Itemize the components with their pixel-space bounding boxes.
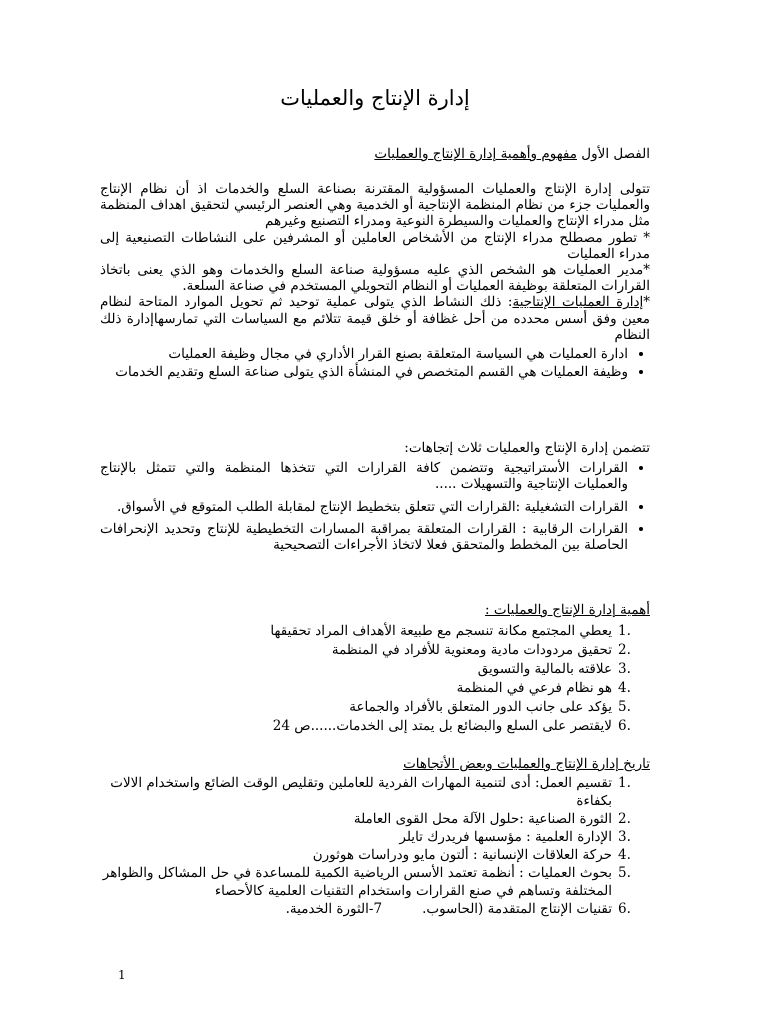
list-item-extra: 7-الثورة الخدمية. [285, 901, 383, 917]
chapter-subject: مفهوم وأهمية إدارة الإنتاج والعمليات [374, 146, 577, 162]
importance-heading: أهمية إدارة الإنتاج والعمليات : [485, 602, 650, 618]
list-item: • وظيفة العمليات هي القسم المتخصص في المنشأة الذي يتولى صناعة السلع وتقديم الخدمات [100, 364, 628, 380]
intro-paragraph: تتولى إدارة الإنتاج والعمليات المسؤولية المقترنة بصناعة السلع والخدمات اذ أن نظام الإنتاج والعمليات جزء من نظام المنظمة الإنتاجية أو الخدمية وهي العنصر الرئيسي لتحقيق اهداف المنظمة مثل مدراء الإنتاج والعمليات والسيطرة النوعية ومدراء التصنيع وغيرهم [100, 181, 650, 230]
intro-paragraph: *مدير العمليات هو الشخص الذي عليه مسؤولية صناعة السلع والخدمات وهو الذي يعنى باتخاذ القرارات المتعلقة بوظيفة العمليات أو النظام التحويلي المستخدم في صناعة السلعة. [100, 262, 650, 295]
list-item: 6. تقنيات الإنتاج المتقدمة (الحاسوب.7-الثورة الخدمية. [285, 901, 631, 917]
list-item: 2. تحقيق مردودات مادية ومعنوية للأفراد في المنظمة [331, 642, 631, 658]
importance-list [100, 622, 650, 736]
importance-section [100, 602, 650, 736]
list-item: 4. هو نظام فرعي في المنظمة [456, 680, 631, 696]
intro-section [100, 181, 650, 382]
list-item: 2. الثورة الصناعية :حلول الآلة محل القوى العاملة [353, 811, 631, 827]
list-item: 1. تقسيم العمل: أدى لتنمية المهارات الفردية للعاملين وتقليص الوقت الضائع واستخدام الالات بكفاءة [110, 775, 631, 809]
list-item: • القرارات الرقابية : القرارات المتعلقة بمراقبة المسارات التخطيطية للإنتاج وتحديد الإنحرافات الحاصلة بين المخطط والمتحقق فعلا لاتخاذ الأجراءات التصحيحية [100, 521, 628, 553]
trends-list [100, 460, 650, 553]
definition-term: إدارة العمليات الإنتاجية [512, 294, 644, 311]
page-title: إدارة الإنتاج والعمليات [280, 86, 470, 110]
history-heading: تاريخ إدارة الإنتاج والعمليات وبعض الأتجاهات [403, 756, 650, 772]
list-item: • القرارات الأستراتيجية وتتضمن كافة القرارات التي تتخذها المنظمة والتي تتمثل بالإنتاج والعمليات الإنتاجية والتسهيلات ..... [100, 460, 628, 492]
list-item: • القرارات التشغيلية :القرارات التي تتعلق بتخطيط الإنتاج لمقابلة الطلب المتوقع في الأسواق. [100, 499, 628, 515]
list-item: 4. حركة العلاقات الإنسانية : ألتون مايو ودراسات هوثورن [312, 847, 631, 863]
list-item: 5. بحوث العمليات : أنظمة تعتمد الأسس الرياضية الكمية للمساعدة في حل المشاكل والظواهر المختلفة وتساهم في صنع القرارات واستخدام التقنيات العلمية كالأحصاء [102, 865, 631, 899]
list-item: 3. علاقته بالمالية والتسويق [477, 661, 631, 677]
intro-paragraph: * تطور مصطلح مدراء الإنتاج من الأشخاص العاملين أو المشرفين على النشاطات التصنيعية إلى مدراء العمليات [100, 229, 650, 262]
list-item: • ادارة العمليات هي السياسة المتعلقة بصنع القرار الأداري في مجال وظيفة العمليات [100, 346, 628, 362]
definition-paragraph [100, 294, 650, 343]
trends-intro: تتضمن إدارة الإنتاج والعمليات ثلاث إتجاهات: [404, 440, 650, 456]
list-item: 3. الإدارة العلمية : مؤسسها فريدرك تايلر [399, 829, 631, 845]
document-page [100, 0, 650, 1024]
chapter-label: الفصل الأول [581, 146, 650, 162]
trends-section [100, 440, 650, 555]
definition-prefix: * [643, 294, 650, 311]
definition-bullet-list [100, 346, 650, 380]
chapter-heading [100, 146, 650, 162]
list-item: 5. يؤكد على جانب الدور المتعلق بالأفراد والجماعة [349, 699, 631, 715]
list-item: 6. لايقتصر على السلع والبضائع بل يمتد إلى الخدمات......ص 24 [272, 718, 631, 734]
list-item: 1. يعطي المجتمع مكانة تنسجم مع طبيعة الأهداف المراد تحقيقها [270, 623, 631, 639]
history-section [100, 756, 650, 918]
definition-text: : ذلك النشاط الذي يتولى عملية توحيد ثم تحويل الموارد المتاحة لنظام معين وفق أسس محدده من أحل غظافة أو خلق قيمة تتلائم مع السياسات التي تمارسهاإدارة ذلك النظام [100, 294, 650, 343]
page-number: 1 [118, 968, 126, 982]
history-list [100, 774, 650, 918]
